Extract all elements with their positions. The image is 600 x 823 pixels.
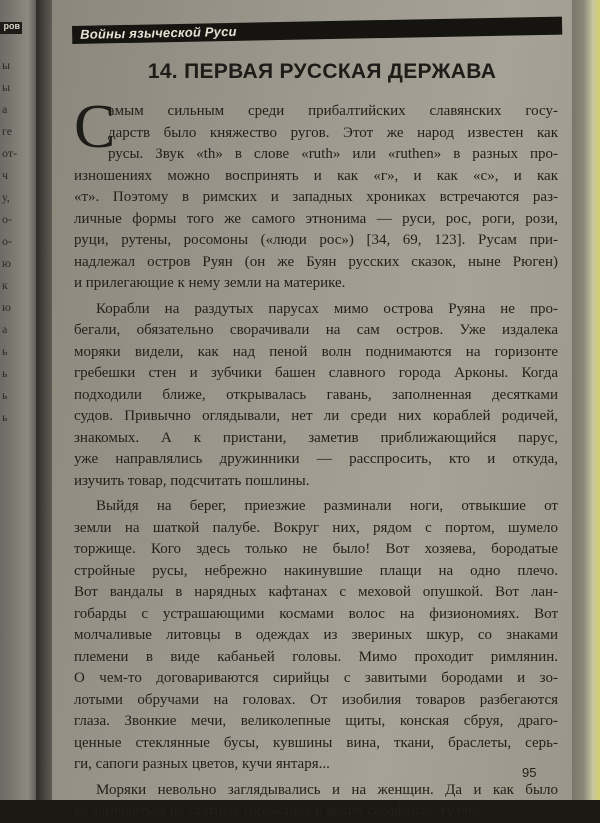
left-page-fragment: ге [2, 124, 13, 138]
left-page-fragment: ы [2, 58, 11, 72]
left-page-fragment: ю [2, 300, 11, 314]
paragraph-2-line: моряки видели, как над пеной волн поднимаются на горизонте [74, 343, 558, 360]
left-page-header-bar [0, 22, 22, 34]
paragraph-3-line: стройные русы, небрежно накинувшие плащи на одно плечо. [74, 562, 558, 579]
chapter-title: 14. ПЕРВАЯ РУССКАЯ ДЕРЖАВА [147, 60, 497, 83]
left-page-fragment: ы [2, 80, 11, 94]
paragraph-3-line: Вот вандалы в нарядных кафтанах с меховой опушкой. Вот лан- [74, 584, 558, 600]
paragraph-1-line: изношениях можно воспринять и как «г», и как «с», и как [74, 167, 558, 184]
paragraph-2-line: гребешки стен и зубчики башен славного города Арконы. Когда [74, 365, 558, 381]
paragraph-2-line: бегали, обязательно сворачивали на сам остров. Уже издалека [74, 322, 558, 338]
left-page-fragment: а [2, 322, 8, 336]
paragraph-4-line: не заглядеться на статных горожанок в ярких сарафанах, гуляю- [74, 803, 485, 819]
paragraph-2-line: Корабли на раздутых парусах мимо острова Руяна не про- [96, 300, 558, 317]
paragraph-2-line: уже направлялись дружинники — расспросить, кто и откуда, [74, 451, 558, 467]
paragraph-3-line: глаза. Звонкие мечи, великолепные щиты, конская сбруя, драго- [74, 713, 558, 729]
paragraph-1-line: надлежал остров Руян (он же Буян русских сказок, ныне Рюген) [74, 253, 558, 270]
book-page [52, 0, 574, 819]
left-page-fragment: к [2, 278, 8, 292]
left-page-fragment: ь [2, 388, 8, 402]
paragraph-3-line: молчаливые литовцы в одеждах из звериных шкур, со знаками [74, 627, 558, 643]
left-page-fragment: ь [2, 410, 8, 424]
paragraph-2-line: знакомых. А к пристани, заметив приближающийся парус, [74, 429, 558, 446]
paragraph-1-line: личные формы того же самого этнонима — руси, рос, роги, рози, [74, 210, 558, 227]
left-page-fragment: ю [2, 256, 11, 270]
paragraph-1-line: русы. Звук «th» в слове «ruth» или «ruthen» в разных про- [108, 146, 558, 162]
paragraph-1-line: «т». Поэтому в римских и западных хрониках встречаются раз- [74, 189, 558, 205]
paragraph-1-line: руци, рутены, росомоны («люди рос») [34, 69, 123]. Русам при- [74, 232, 558, 248]
left-page-fragment: ь [2, 344, 8, 358]
left-facing-page [0, 0, 40, 800]
paragraph-1-line: дарств было княжество ругов. Этот же народ известен как [108, 124, 558, 141]
paragraph-3-line: Выйдя на берег, приезжие разминали ноги, отвыкшие от [96, 498, 558, 514]
paragraph-3-line: ги, сапоги разных цветов, кучи янтаря... [74, 756, 330, 772]
left-page-fragment: ь [2, 366, 8, 380]
body-text [74, 101, 558, 823]
paragraph-3-line: земли на шаткой палубе. Вокруг них, рядом с портом, шумело [74, 519, 558, 536]
left-page-fragment: у, [2, 190, 10, 204]
paragraph-3-line: О чем-то договариваются сирийцы с завитыми бородами и зо- [74, 670, 558, 686]
left-page-fragment: от- [2, 146, 18, 160]
left-page-fragment: ч [2, 168, 9, 182]
paragraph-3-line: гобарды с устрашающими космами волос на физиономиях. Вот [74, 605, 558, 622]
paragraph-2-line: судов. Привычно оглядывали, нет ли среди них кораблей родичей, [74, 408, 558, 424]
paragraph-2-line: изучить товар, подсчитать пошлины. [74, 472, 310, 489]
page-number: 95 [522, 765, 537, 780]
running-header-text: Войны языческой Руси [80, 23, 237, 42]
left-page-fragment: а [2, 102, 8, 116]
left-page-fragment: о- [2, 212, 12, 226]
left-page-header-fragment: ров [3, 21, 20, 31]
paragraph-1-line: и прилегающие к нему земли на материке. [74, 275, 346, 291]
paragraph-1-line: амым сильным среди прибалтийских славянских госу- [108, 103, 558, 119]
page-stack-edge [572, 0, 600, 800]
paragraph-3-line: торжище. Кого здесь только не было! Вот хозяева, бородатые [74, 541, 558, 557]
paragraph-2-line: подходили ближе, открывалась гавань, заполненная десятками [74, 386, 558, 403]
paragraph-3-line: ценные стеклянные бусы, кувшины вина, ткани, браслеты, серь- [74, 734, 558, 751]
left-page-fragment: о- [2, 234, 12, 248]
running-header-bar [72, 17, 562, 44]
paragraph-3-line: племени в виде кабаньей головы. Мимо проходит римлянин. [74, 648, 558, 665]
paragraph-3-line: лотыми обручами на головах. От изобилия товаров разбегаются [74, 691, 558, 708]
drop-cap-letter: С [74, 93, 116, 161]
paragraph-4-line: Моряки невольно заглядывались и на женщин. Да и как было [96, 781, 558, 798]
